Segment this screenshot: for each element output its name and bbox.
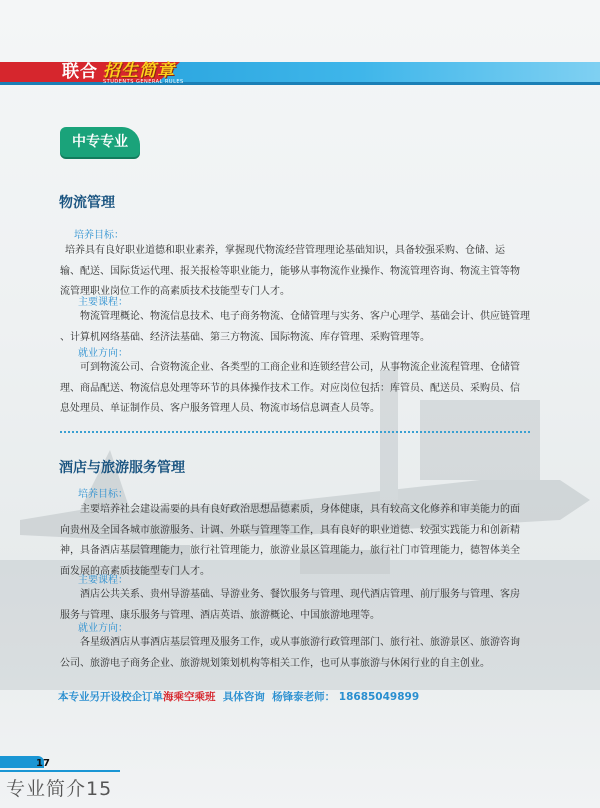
footer-title: 专业简介15 bbox=[6, 778, 113, 800]
section-divider bbox=[60, 431, 530, 433]
page-number: 17 bbox=[36, 758, 50, 769]
contact-consult: 具体咨询 bbox=[222, 691, 265, 703]
major-title-hotel-tourism: 酒店与旅游服务管理 bbox=[59, 460, 185, 476]
logistics-goals-text: 培养具有良好职业道德和职业素养，掌握现代物流经营管理理论基础知识，具备较强采购、仓储、运 输、配送、国际货运代理、报关报检等职业能力，能够从事物流作业操作、物流管理咨询、物流主管等物 流管理职业岗位工作的高素质技术技能型专门人才。 bbox=[60, 245, 520, 297]
hotel-goals-text: 主要培养社会建设需要的具有良好政治思想品德素质，身体健康，具有较高文化修养和审美能力的面 向贵州及全国各城市旅游服务、计调、外联与管理等工作，具有良好的职业道德、较强实践能力和创新精 神，具备酒店基层管理能力，旅行社管理能力，旅游业景区管理能力，旅行社门市管理能力，德智体美全 面发展的高素质技能型专门人才。 bbox=[60, 504, 520, 577]
footer-rule bbox=[0, 770, 120, 772]
contact-phone: 18685049899 bbox=[338, 691, 420, 703]
logistics-courses-text: 物流管理概论、物流信息技术、电子商务物流、仓储管理与实务、客户心理学、基础会计、供应链管理 、计算机网络基础、经济法基础、第三方物流、国际物流、库存管理、采购管理等。 bbox=[60, 311, 530, 343]
contact-class-name: 海乘空乘班 bbox=[163, 691, 216, 703]
brand-subtitle: STUDENTS GENERAL RULES bbox=[103, 79, 184, 85]
major-title-logistics: 物流管理 bbox=[59, 195, 115, 211]
contact-teacher: 杨锋泰老师： bbox=[272, 691, 336, 703]
hotel-career-label: 就业方向： bbox=[78, 623, 128, 634]
hotel-courses-label: 主要课程： bbox=[78, 575, 128, 586]
contact-line bbox=[58, 689, 419, 705]
brand-name: 联合 bbox=[62, 62, 98, 82]
hotel-career-text: 各星级酒店从事酒店基层管理及服务工作，或从事旅游行政管理部门、旅行社、旅游景区、旅游咨询 公司、旅游电子商务企业、旅游规划策划机构等相关工作，也可从事旅游与休闲行业的自主创业。 bbox=[60, 637, 520, 669]
logistics-goals-label: 培养目标： bbox=[74, 230, 124, 241]
contact-prefix: 本专业另开设校企订单 bbox=[58, 691, 163, 703]
brand-title: 招生简章 bbox=[103, 61, 175, 81]
hotel-goals-label: 培养目标： bbox=[78, 489, 128, 500]
logistics-career-text: 可到物流公司、合资物流企业、各类型的工商企业和连锁经营公司，从事物流企业流程管理、仓储管 理、商品配送、物流信息处理等环节的具体操作技术工作。对应岗位包括：库管员、配送员、采购员、信 息处理员、单证制作员、客户服务管理人员、物流市场信息调查人员等。 bbox=[60, 362, 520, 414]
logistics-courses-label: 主要课程： bbox=[78, 297, 128, 308]
section-tab-secondary-majors: 中专专业 bbox=[60, 127, 140, 157]
hotel-courses-text: 酒店公共关系、贵州导游基础、导游业务、餐饮服务与管理、现代酒店管理、前厅服务与管理、客房 服务与管理、康乐服务与管理、酒店英语、旅游概论、中国旅游地理等。 bbox=[60, 589, 520, 621]
logistics-career-label: 就业方向： bbox=[78, 348, 128, 359]
